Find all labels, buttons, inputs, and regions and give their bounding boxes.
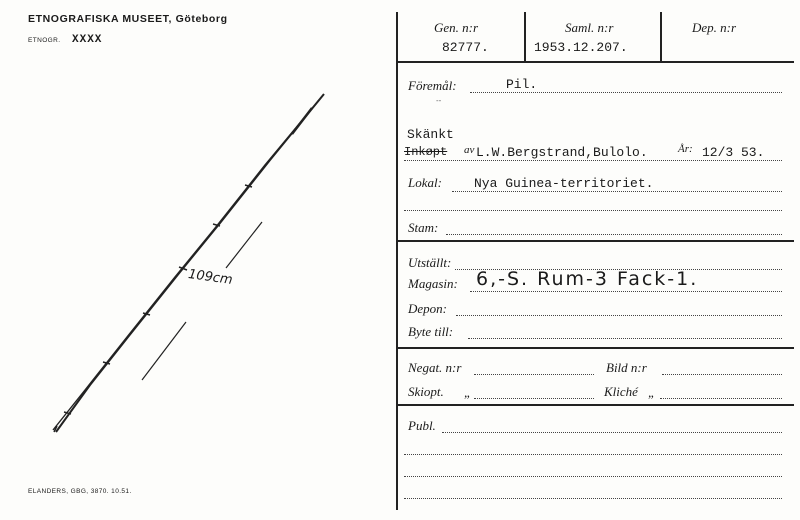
skankt-text: Skänkt [407,127,454,142]
skiopt-ditto: „ [464,385,472,400]
dept-label: ETNOGR. [28,37,61,44]
kliche-ditto: „ [648,385,656,400]
gen-label: Gen. n:r [434,20,479,35]
depon-label: Depon: [408,301,447,316]
dep-label: Dep. n:r [692,20,737,35]
negat-label: Negat. n:r [408,360,462,375]
lokal-value: Nya Guinea-territoriet. [474,176,654,191]
ar-value: 12/3 53. [702,145,765,160]
stam-label: Stam: [408,220,439,235]
dept-code: XXXX [72,34,103,46]
magasin-label: Magasin: [408,276,458,291]
magasin-value: 6,-S. Rum-3 Fack-1. [476,268,699,290]
publ-label: Publ. [408,418,436,433]
lokal-label: Lokal: [408,175,442,190]
gen-value: 82777. [442,40,489,55]
arrow-drawing [0,0,395,520]
printer-mark: ELANDERS, GBG, 3870. 10.51. [28,488,132,495]
museum-name: ETNOGRAFISKA MUSEET, [28,13,173,25]
section-rule-3 [396,404,794,406]
foremal-label: Föremål: [408,78,457,93]
kliche-label: Kliché [604,384,638,399]
inkopt-struck: Inkøpt [404,145,448,159]
header-divider-2 [660,12,662,62]
ar-label: År: [678,143,693,155]
skiopt-label: Skiopt. [408,384,444,399]
av-value: L.W.Bergstrand,Bulolo. [476,145,648,160]
av-label: av [464,144,475,156]
section-rule-2 [396,347,794,349]
utstallt-label: Utställt: [408,255,452,270]
header-divider-1 [524,12,526,62]
byte-label: Byte till: [408,324,454,339]
section-rule-1 [396,240,794,242]
foremal-value: Pil. [506,77,538,92]
card-left-border [396,12,398,510]
length-label: 109cm [187,266,234,289]
saml-label: Saml. n:r [565,20,614,35]
museum-city: Göteborg [175,13,228,25]
header-bottom-rule [396,61,794,63]
saml-value: 1953.12.207. [534,40,628,55]
bild-label: Bild n:r [606,360,647,375]
